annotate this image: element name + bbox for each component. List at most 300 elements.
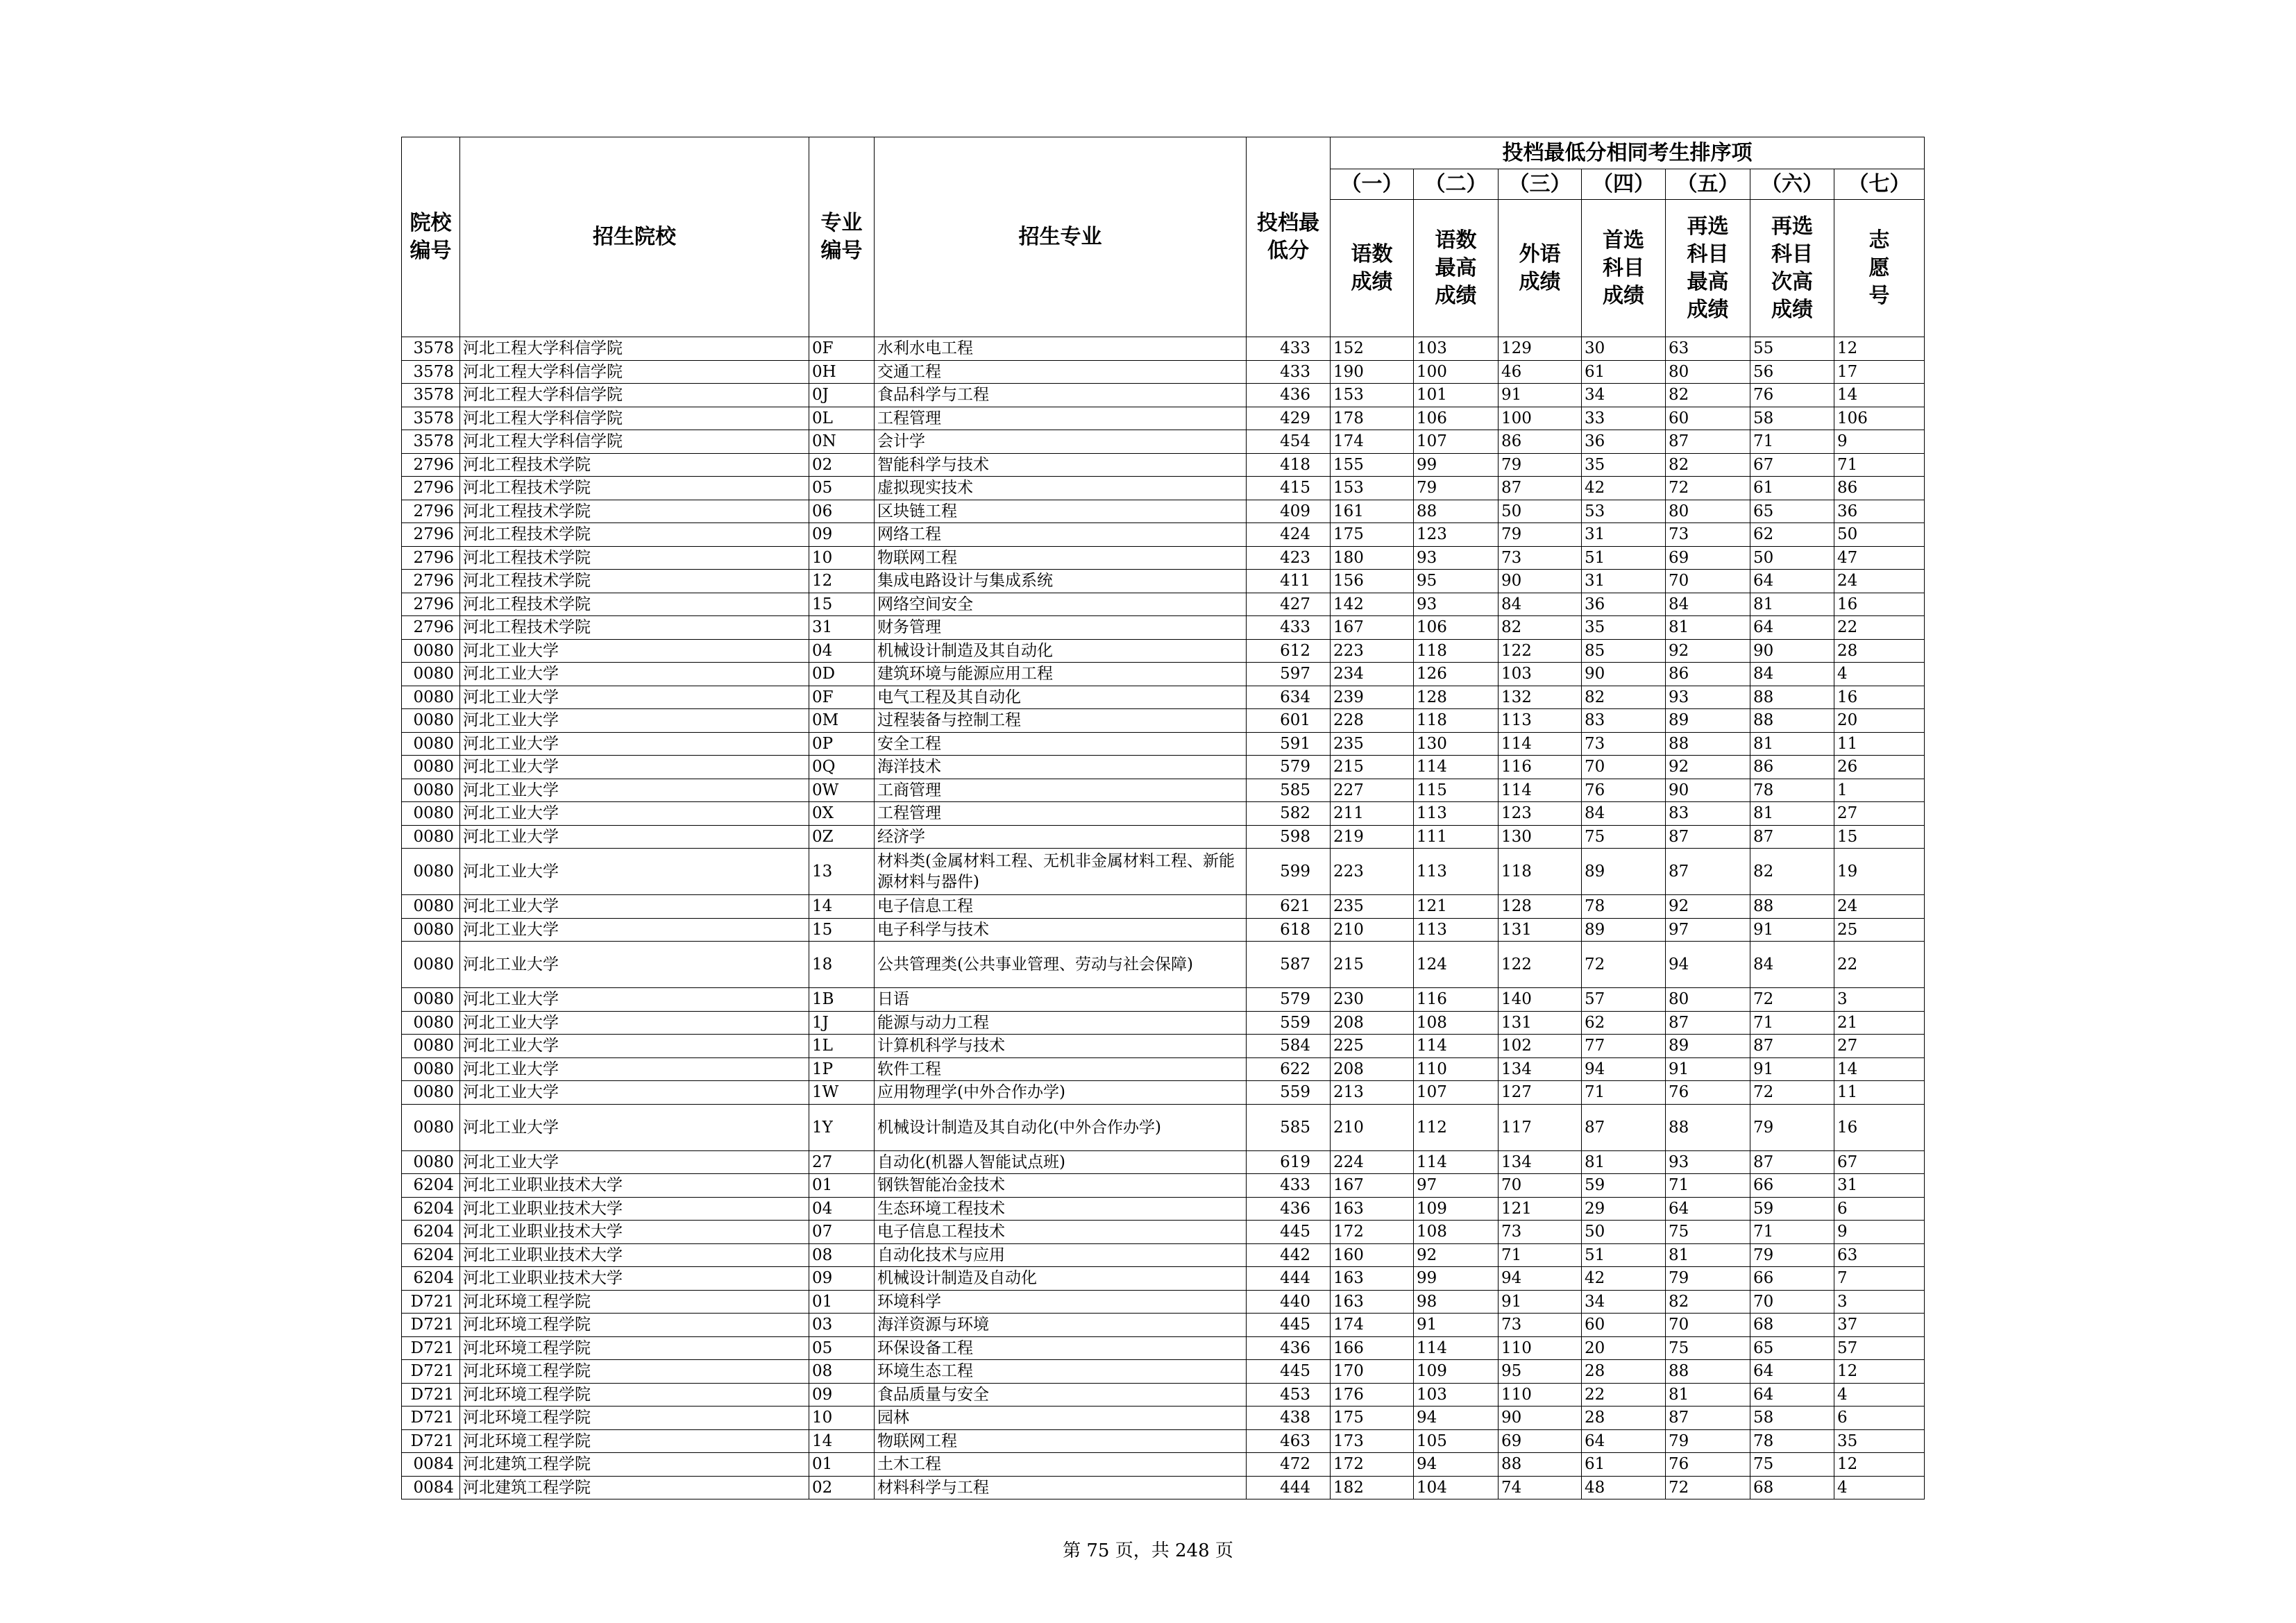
cell-min-score: 418 bbox=[1247, 453, 1331, 477]
cell-score-elective-highest: 75 bbox=[1666, 1336, 1750, 1360]
cell-score-chinese-math-max: 109 bbox=[1414, 1197, 1499, 1221]
cell-school-name: 河北建筑工程学院 bbox=[460, 1453, 809, 1477]
table-row bbox=[402, 1035, 1925, 1058]
cell-school-code: 6204 bbox=[402, 1243, 460, 1267]
table-row bbox=[402, 732, 1925, 756]
cell-school-code: D721 bbox=[402, 1360, 460, 1384]
cell-major-code: 12 bbox=[809, 570, 875, 593]
cell-score-chinese-math: 174 bbox=[1331, 1314, 1414, 1337]
cell-school-name: 河北工业大学 bbox=[460, 756, 809, 779]
cell-score-chinese-math: 155 bbox=[1331, 453, 1414, 477]
cell-score-chinese-math: 156 bbox=[1331, 570, 1414, 593]
cell-score-first-subject: 36 bbox=[1582, 430, 1666, 454]
cell-school-name: 河北工程技术学院 bbox=[460, 523, 809, 547]
cell-score-chinese-math-max: 94 bbox=[1414, 1407, 1499, 1430]
cell-choice-number: 14 bbox=[1834, 1057, 1925, 1081]
cell-score-foreign-language: 84 bbox=[1499, 593, 1582, 616]
cell-score-chinese-math-max: 99 bbox=[1414, 453, 1499, 477]
cell-major-code: 03 bbox=[809, 1314, 875, 1337]
cell-score-chinese-math: 235 bbox=[1331, 732, 1414, 756]
cell-score-elective-second: 78 bbox=[1750, 1429, 1834, 1453]
cell-major-name: 环保设备工程 bbox=[875, 1336, 1247, 1360]
cell-choice-number: 27 bbox=[1834, 1035, 1925, 1058]
cell-score-elective-highest: 80 bbox=[1666, 988, 1750, 1012]
cell-score-elective-highest: 87 bbox=[1666, 430, 1750, 454]
cell-min-score: 433 bbox=[1247, 360, 1331, 384]
cell-score-elective-highest: 81 bbox=[1666, 616, 1750, 640]
cell-score-chinese-math-max: 94 bbox=[1414, 1453, 1499, 1477]
cell-major-name: 建筑环境与能源应用工程 bbox=[875, 663, 1247, 686]
cell-school-code: 2796 bbox=[402, 523, 460, 547]
cell-score-chinese-math-max: 114 bbox=[1414, 1035, 1499, 1058]
cell-school-name: 河北工程技术学院 bbox=[460, 570, 809, 593]
cell-score-foreign-language: 73 bbox=[1499, 546, 1582, 570]
cell-major-code: 09 bbox=[809, 1383, 875, 1407]
cell-major-name: 公共管理类(公共事业管理、劳动与社会保障) bbox=[875, 942, 1247, 988]
cell-choice-number: 36 bbox=[1834, 500, 1925, 523]
cell-score-elective-highest: 97 bbox=[1666, 918, 1750, 942]
cell-school-code: 2796 bbox=[402, 593, 460, 616]
cell-score-chinese-math-max: 114 bbox=[1414, 1336, 1499, 1360]
cell-score-foreign-language: 70 bbox=[1499, 1174, 1582, 1198]
cell-score-foreign-language: 116 bbox=[1499, 756, 1582, 779]
cell-major-code: 1P bbox=[809, 1057, 875, 1081]
cell-school-name: 河北环境工程学院 bbox=[460, 1360, 809, 1384]
cell-choice-number: 16 bbox=[1834, 686, 1925, 709]
cell-school-code: 0080 bbox=[402, 1057, 460, 1081]
cell-school-name: 河北工业大学 bbox=[460, 1150, 809, 1174]
cell-score-elective-highest: 72 bbox=[1666, 477, 1750, 500]
cell-school-name: 河北工程大学科信学院 bbox=[460, 430, 809, 454]
cell-choice-number: 15 bbox=[1834, 825, 1925, 849]
cell-choice-number: 12 bbox=[1834, 1360, 1925, 1384]
cell-major-code: 15 bbox=[809, 593, 875, 616]
cell-school-code: 6204 bbox=[402, 1221, 460, 1244]
cell-choice-number: 9 bbox=[1834, 1221, 1925, 1244]
cell-choice-number: 31 bbox=[1834, 1174, 1925, 1198]
cell-score-chinese-math: 163 bbox=[1331, 1197, 1414, 1221]
cell-major-code: 02 bbox=[809, 1476, 875, 1499]
cell-major-code: 15 bbox=[809, 918, 875, 942]
table-row bbox=[402, 942, 1925, 988]
cell-school-code: 6204 bbox=[402, 1197, 460, 1221]
cell-school-name: 河北工程大学科信学院 bbox=[460, 407, 809, 430]
cell-school-code: 6204 bbox=[402, 1174, 460, 1198]
cell-score-chinese-math-max: 106 bbox=[1414, 616, 1499, 640]
cell-major-code: 1J bbox=[809, 1011, 875, 1035]
cell-school-name: 河北环境工程学院 bbox=[460, 1336, 809, 1360]
header-sub-num: （七） bbox=[1834, 169, 1925, 200]
header-min-score: 投档最低分 bbox=[1247, 137, 1331, 337]
cell-score-first-subject: 50 bbox=[1582, 1221, 1666, 1244]
cell-min-score: 433 bbox=[1247, 616, 1331, 640]
cell-score-elective-second: 87 bbox=[1750, 1150, 1834, 1174]
cell-score-chinese-math-max: 126 bbox=[1414, 663, 1499, 686]
cell-score-first-subject: 84 bbox=[1582, 802, 1666, 826]
cell-score-elective-second: 88 bbox=[1750, 686, 1834, 709]
cell-school-code: 0080 bbox=[402, 802, 460, 826]
cell-score-elective-second: 68 bbox=[1750, 1314, 1834, 1337]
cell-min-score: 601 bbox=[1247, 709, 1331, 733]
cell-score-chinese-math: 174 bbox=[1331, 430, 1414, 454]
cell-major-name: 环境生态工程 bbox=[875, 1360, 1247, 1384]
cell-major-code: 31 bbox=[809, 616, 875, 640]
cell-score-elective-highest: 70 bbox=[1666, 570, 1750, 593]
cell-choice-number: 22 bbox=[1834, 616, 1925, 640]
cell-score-foreign-language: 79 bbox=[1499, 453, 1582, 477]
table-row bbox=[402, 639, 1925, 663]
cell-score-elective-highest: 87 bbox=[1666, 825, 1750, 849]
cell-score-elective-second: 87 bbox=[1750, 825, 1834, 849]
header-sub-label: 外语成绩 bbox=[1499, 200, 1582, 337]
cell-major-name: 物联网工程 bbox=[875, 546, 1247, 570]
table-row bbox=[402, 895, 1925, 919]
cell-major-name: 虚拟现实技术 bbox=[875, 477, 1247, 500]
cell-score-elective-highest: 87 bbox=[1666, 1407, 1750, 1430]
cell-score-elective-second: 64 bbox=[1750, 1383, 1834, 1407]
cell-score-chinese-math-max: 79 bbox=[1414, 477, 1499, 500]
cell-score-elective-second: 87 bbox=[1750, 1035, 1834, 1058]
table-row bbox=[402, 1314, 1925, 1337]
cell-score-elective-highest: 75 bbox=[1666, 1221, 1750, 1244]
cell-score-first-subject: 89 bbox=[1582, 918, 1666, 942]
cell-major-name: 日语 bbox=[875, 988, 1247, 1012]
cell-score-first-subject: 64 bbox=[1582, 1429, 1666, 1453]
cell-school-name: 河北环境工程学院 bbox=[460, 1429, 809, 1453]
cell-score-foreign-language: 134 bbox=[1499, 1150, 1582, 1174]
cell-min-score: 612 bbox=[1247, 639, 1331, 663]
table-row bbox=[402, 1174, 1925, 1198]
cell-score-first-subject: 72 bbox=[1582, 942, 1666, 988]
cell-score-foreign-language: 71 bbox=[1499, 1243, 1582, 1267]
table-row bbox=[402, 1453, 1925, 1477]
cell-school-code: 2796 bbox=[402, 546, 460, 570]
cell-major-code: 09 bbox=[809, 523, 875, 547]
cell-school-code: 3578 bbox=[402, 430, 460, 454]
cell-score-foreign-language: 103 bbox=[1499, 663, 1582, 686]
cell-score-foreign-language: 90 bbox=[1499, 570, 1582, 593]
cell-score-elective-highest: 89 bbox=[1666, 1035, 1750, 1058]
cell-school-name: 河北工程技术学院 bbox=[460, 616, 809, 640]
cell-score-chinese-math: 223 bbox=[1331, 639, 1414, 663]
cell-score-chinese-math: 213 bbox=[1331, 1081, 1414, 1105]
table-row bbox=[402, 1243, 1925, 1267]
cell-score-chinese-math: 172 bbox=[1331, 1221, 1414, 1244]
cell-major-code: 14 bbox=[809, 895, 875, 919]
cell-school-name: 河北工业大学 bbox=[460, 849, 809, 895]
cell-score-elective-highest: 81 bbox=[1666, 1383, 1750, 1407]
cell-choice-number: 57 bbox=[1834, 1336, 1925, 1360]
cell-score-first-subject: 28 bbox=[1582, 1407, 1666, 1430]
cell-score-chinese-math-max: 93 bbox=[1414, 546, 1499, 570]
cell-school-code: 2796 bbox=[402, 500, 460, 523]
cell-school-name: 河北工业大学 bbox=[460, 988, 809, 1012]
cell-score-foreign-language: 130 bbox=[1499, 825, 1582, 849]
cell-score-chinese-math-max: 93 bbox=[1414, 593, 1499, 616]
cell-choice-number: 24 bbox=[1834, 895, 1925, 919]
cell-school-name: 河北工业大学 bbox=[460, 802, 809, 826]
cell-score-elective-second: 86 bbox=[1750, 756, 1834, 779]
cell-score-elective-second: 90 bbox=[1750, 639, 1834, 663]
cell-score-first-subject: 57 bbox=[1582, 988, 1666, 1012]
cell-choice-number: 7 bbox=[1834, 1267, 1925, 1291]
cell-score-elective-highest: 81 bbox=[1666, 1243, 1750, 1267]
cell-score-chinese-math: 215 bbox=[1331, 942, 1414, 988]
cell-score-elective-highest: 83 bbox=[1666, 802, 1750, 826]
cell-school-code: 0080 bbox=[402, 1035, 460, 1058]
cell-min-score: 429 bbox=[1247, 407, 1331, 430]
cell-school-name: 河北工业大学 bbox=[460, 825, 809, 849]
cell-school-code: 0080 bbox=[402, 918, 460, 942]
cell-school-name: 河北环境工程学院 bbox=[460, 1407, 809, 1430]
cell-school-code: 0084 bbox=[402, 1453, 460, 1477]
cell-school-name: 河北工业职业技术大学 bbox=[460, 1221, 809, 1244]
cell-score-chinese-math: 211 bbox=[1331, 802, 1414, 826]
cell-choice-number: 25 bbox=[1834, 918, 1925, 942]
cell-score-chinese-math: 230 bbox=[1331, 988, 1414, 1012]
cell-min-score: 634 bbox=[1247, 686, 1331, 709]
cell-score-chinese-math: 163 bbox=[1331, 1290, 1414, 1314]
cell-choice-number: 24 bbox=[1834, 570, 1925, 593]
cell-score-first-subject: 70 bbox=[1582, 756, 1666, 779]
cell-min-score: 445 bbox=[1247, 1360, 1331, 1384]
header-major: 招生专业 bbox=[875, 137, 1247, 337]
cell-school-name: 河北工程技术学院 bbox=[460, 593, 809, 616]
cell-score-first-subject: 42 bbox=[1582, 1267, 1666, 1291]
cell-score-elective-highest: 69 bbox=[1666, 546, 1750, 570]
table-row bbox=[402, 1197, 1925, 1221]
cell-score-foreign-language: 88 bbox=[1499, 1453, 1582, 1477]
cell-score-elective-highest: 92 bbox=[1666, 639, 1750, 663]
cell-score-elective-highest: 79 bbox=[1666, 1267, 1750, 1291]
table-row bbox=[402, 686, 1925, 709]
cell-major-code: 0Z bbox=[809, 825, 875, 849]
cell-score-foreign-language: 131 bbox=[1499, 1011, 1582, 1035]
cell-score-elective-highest: 84 bbox=[1666, 593, 1750, 616]
cell-major-name: 网络工程 bbox=[875, 523, 1247, 547]
cell-major-code: 0F bbox=[809, 686, 875, 709]
cell-major-name: 财务管理 bbox=[875, 616, 1247, 640]
cell-major-name: 经济学 bbox=[875, 825, 1247, 849]
cell-score-chinese-math-max: 114 bbox=[1414, 1150, 1499, 1174]
cell-score-chinese-math-max: 121 bbox=[1414, 895, 1499, 919]
cell-min-score: 472 bbox=[1247, 1453, 1331, 1477]
cell-score-chinese-math: 182 bbox=[1331, 1476, 1414, 1499]
cell-choice-number: 50 bbox=[1834, 523, 1925, 547]
cell-choice-number: 67 bbox=[1834, 1150, 1925, 1174]
cell-score-foreign-language: 100 bbox=[1499, 407, 1582, 430]
cell-major-name: 材料科学与工程 bbox=[875, 1476, 1247, 1499]
cell-min-score: 433 bbox=[1247, 337, 1331, 361]
table-row bbox=[402, 1150, 1925, 1174]
cell-choice-number: 4 bbox=[1834, 1476, 1925, 1499]
cell-score-first-subject: 33 bbox=[1582, 407, 1666, 430]
table-row bbox=[402, 1290, 1925, 1314]
table-row bbox=[402, 360, 1925, 384]
cell-score-chinese-math-max: 116 bbox=[1414, 988, 1499, 1012]
cell-score-elective-second: 84 bbox=[1750, 663, 1834, 686]
cell-min-score: 445 bbox=[1247, 1314, 1331, 1337]
cell-min-score: 463 bbox=[1247, 1429, 1331, 1453]
cell-school-code: 3578 bbox=[402, 407, 460, 430]
cell-school-name: 河北工业大学 bbox=[460, 1081, 809, 1105]
cell-score-elective-second: 81 bbox=[1750, 802, 1834, 826]
table-row bbox=[402, 407, 1925, 430]
admission-score-table bbox=[401, 137, 1925, 1499]
cell-score-elective-highest: 87 bbox=[1666, 1011, 1750, 1035]
cell-major-code: 1Y bbox=[809, 1104, 875, 1150]
cell-score-chinese-math-max: 95 bbox=[1414, 570, 1499, 593]
cell-school-code: D721 bbox=[402, 1407, 460, 1430]
header-sub-num: （五） bbox=[1666, 169, 1750, 200]
cell-score-first-subject: 28 bbox=[1582, 1360, 1666, 1384]
cell-school-code: 2796 bbox=[402, 477, 460, 500]
cell-score-chinese-math-max: 118 bbox=[1414, 639, 1499, 663]
cell-school-code: D721 bbox=[402, 1290, 460, 1314]
cell-min-score: 454 bbox=[1247, 430, 1331, 454]
cell-score-first-subject: 94 bbox=[1582, 1057, 1666, 1081]
cell-major-code: 10 bbox=[809, 546, 875, 570]
cell-choice-number: 71 bbox=[1834, 453, 1925, 477]
cell-score-chinese-math: 175 bbox=[1331, 523, 1414, 547]
cell-choice-number: 16 bbox=[1834, 593, 1925, 616]
cell-score-chinese-math-max: 106 bbox=[1414, 407, 1499, 430]
cell-choice-number: 4 bbox=[1834, 1383, 1925, 1407]
cell-major-code: 0L bbox=[809, 407, 875, 430]
cell-school-name: 河北建筑工程学院 bbox=[460, 1476, 809, 1499]
cell-score-elective-second: 82 bbox=[1750, 849, 1834, 895]
cell-min-score: 621 bbox=[1247, 895, 1331, 919]
cell-score-chinese-math: 173 bbox=[1331, 1429, 1414, 1453]
cell-choice-number: 3 bbox=[1834, 988, 1925, 1012]
cell-score-chinese-math-max: 114 bbox=[1414, 756, 1499, 779]
header-tiebreak-group: 投档最低分相同考生排序项 bbox=[1331, 137, 1925, 169]
cell-min-score: 445 bbox=[1247, 1221, 1331, 1244]
cell-school-code: 0080 bbox=[402, 686, 460, 709]
cell-score-first-subject: 34 bbox=[1582, 384, 1666, 407]
table-row bbox=[402, 1476, 1925, 1499]
cell-school-code: D721 bbox=[402, 1314, 460, 1337]
cell-score-foreign-language: 95 bbox=[1499, 1360, 1582, 1384]
cell-major-name: 钢铁智能冶金技术 bbox=[875, 1174, 1247, 1198]
cell-score-first-subject: 35 bbox=[1582, 453, 1666, 477]
cell-score-first-subject: 20 bbox=[1582, 1336, 1666, 1360]
cell-min-score: 433 bbox=[1247, 1174, 1331, 1198]
cell-choice-number: 63 bbox=[1834, 1243, 1925, 1267]
cell-school-name: 河北工业大学 bbox=[460, 709, 809, 733]
cell-score-foreign-language: 140 bbox=[1499, 988, 1582, 1012]
table-row bbox=[402, 430, 1925, 454]
cell-major-code: 1L bbox=[809, 1035, 875, 1058]
cell-score-first-subject: 61 bbox=[1582, 360, 1666, 384]
cell-score-elective-highest: 64 bbox=[1666, 1197, 1750, 1221]
cell-score-elective-highest: 89 bbox=[1666, 709, 1750, 733]
table-row bbox=[402, 1383, 1925, 1407]
cell-score-foreign-language: 73 bbox=[1499, 1221, 1582, 1244]
cell-score-foreign-language: 90 bbox=[1499, 1407, 1582, 1430]
table-row bbox=[402, 756, 1925, 779]
cell-score-first-subject: 90 bbox=[1582, 663, 1666, 686]
cell-score-chinese-math: 190 bbox=[1331, 360, 1414, 384]
cell-major-code: 08 bbox=[809, 1243, 875, 1267]
cell-choice-number: 19 bbox=[1834, 849, 1925, 895]
cell-school-name: 河北工程技术学院 bbox=[460, 546, 809, 570]
cell-score-chinese-math: 228 bbox=[1331, 709, 1414, 733]
cell-min-score: 440 bbox=[1247, 1290, 1331, 1314]
cell-score-chinese-math-max: 113 bbox=[1414, 802, 1499, 826]
cell-score-chinese-math-max: 109 bbox=[1414, 1360, 1499, 1384]
cell-major-name: 工程管理 bbox=[875, 802, 1247, 826]
cell-score-foreign-language: 123 bbox=[1499, 802, 1582, 826]
cell-min-score: 585 bbox=[1247, 1104, 1331, 1150]
cell-school-name: 河北工业职业技术大学 bbox=[460, 1197, 809, 1221]
table-row bbox=[402, 593, 1925, 616]
cell-score-foreign-language: 91 bbox=[1499, 384, 1582, 407]
cell-score-first-subject: 85 bbox=[1582, 639, 1666, 663]
cell-choice-number: 37 bbox=[1834, 1314, 1925, 1337]
cell-min-score: 582 bbox=[1247, 802, 1331, 826]
table-row bbox=[402, 1104, 1925, 1150]
cell-major-code: 14 bbox=[809, 1429, 875, 1453]
cell-score-chinese-math-max: 92 bbox=[1414, 1243, 1499, 1267]
cell-score-foreign-language: 87 bbox=[1499, 477, 1582, 500]
cell-score-foreign-language: 127 bbox=[1499, 1081, 1582, 1105]
cell-choice-number: 86 bbox=[1834, 477, 1925, 500]
cell-score-elective-second: 66 bbox=[1750, 1174, 1834, 1198]
cell-score-first-subject: 77 bbox=[1582, 1035, 1666, 1058]
cell-score-foreign-language: 117 bbox=[1499, 1104, 1582, 1150]
cell-score-elective-second: 91 bbox=[1750, 918, 1834, 942]
cell-major-name: 能源与动力工程 bbox=[875, 1011, 1247, 1035]
cell-school-code: 0080 bbox=[402, 1081, 460, 1105]
table-row bbox=[402, 477, 1925, 500]
cell-score-chinese-math: 167 bbox=[1331, 1174, 1414, 1198]
cell-score-foreign-language: 113 bbox=[1499, 709, 1582, 733]
cell-score-chinese-math: 142 bbox=[1331, 593, 1414, 616]
cell-score-chinese-math: 166 bbox=[1331, 1336, 1414, 1360]
cell-score-chinese-math: 163 bbox=[1331, 1267, 1414, 1291]
cell-score-chinese-math-max: 105 bbox=[1414, 1429, 1499, 1453]
cell-score-first-subject: 51 bbox=[1582, 546, 1666, 570]
cell-school-code: 3578 bbox=[402, 360, 460, 384]
cell-score-elective-second: 65 bbox=[1750, 1336, 1834, 1360]
cell-major-name: 环境科学 bbox=[875, 1290, 1247, 1314]
cell-min-score: 579 bbox=[1247, 756, 1331, 779]
cell-score-elective-second: 81 bbox=[1750, 732, 1834, 756]
cell-school-name: 河北环境工程学院 bbox=[460, 1290, 809, 1314]
cell-school-code: 2796 bbox=[402, 616, 460, 640]
cell-score-first-subject: 81 bbox=[1582, 1150, 1666, 1174]
cell-score-chinese-math: 208 bbox=[1331, 1057, 1414, 1081]
cell-score-foreign-language: 121 bbox=[1499, 1197, 1582, 1221]
cell-major-name: 机械设计制造及其自动化 bbox=[875, 639, 1247, 663]
cell-score-first-subject: 30 bbox=[1582, 337, 1666, 361]
cell-score-first-subject: 75 bbox=[1582, 825, 1666, 849]
cell-major-name: 材料类(金属材料工程、无机非金属材料工程、新能源材料与器件) bbox=[875, 849, 1247, 895]
table-row bbox=[402, 1011, 1925, 1035]
cell-score-first-subject: 51 bbox=[1582, 1243, 1666, 1267]
cell-major-name: 水利水电工程 bbox=[875, 337, 1247, 361]
cell-major-name: 电子信息工程技术 bbox=[875, 1221, 1247, 1244]
cell-score-chinese-math-max: 130 bbox=[1414, 732, 1499, 756]
cell-major-name: 应用物理学(中外合作办学) bbox=[875, 1081, 1247, 1105]
cell-school-name: 河北工业大学 bbox=[460, 1104, 809, 1150]
cell-score-elective-highest: 71 bbox=[1666, 1174, 1750, 1198]
cell-score-elective-second: 75 bbox=[1750, 1453, 1834, 1477]
cell-school-name: 河北工业大学 bbox=[460, 639, 809, 663]
cell-score-elective-second: 68 bbox=[1750, 1476, 1834, 1499]
cell-score-first-subject: 59 bbox=[1582, 1174, 1666, 1198]
